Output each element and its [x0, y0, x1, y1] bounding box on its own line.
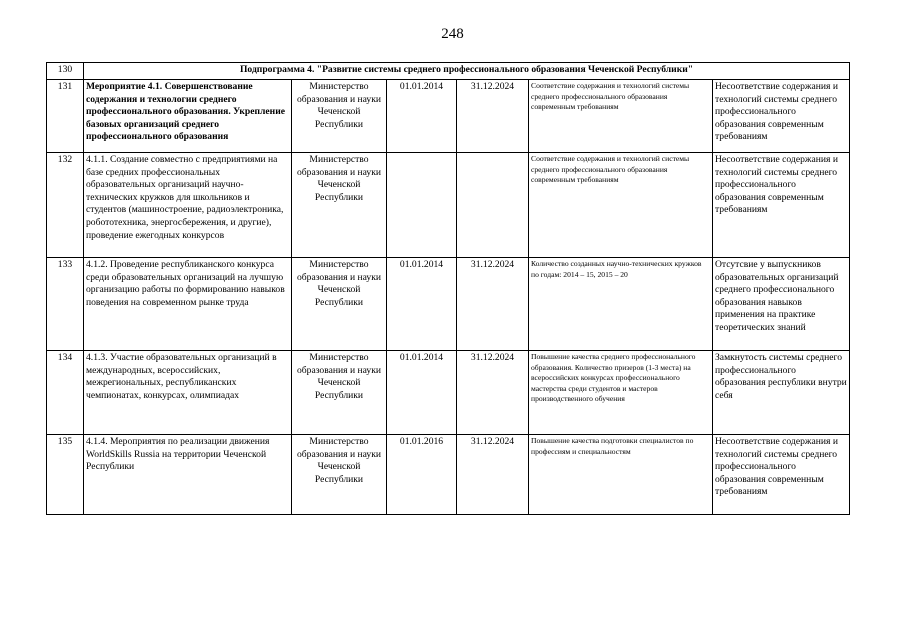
end-date: 31.12.2024	[457, 435, 529, 515]
executor: Министерство образования и науки Чеченской Республики	[292, 80, 387, 153]
measure-name: Мероприятие 4.1. Совершенствование содержания и технологии среднего профессионального образования. Укрепление базовых организаций среднего профессионального образования	[84, 80, 292, 153]
page-number: 248	[441, 26, 464, 42]
start-date: 01.01.2014	[387, 351, 457, 435]
table-row	[47, 153, 850, 258]
row-number: 132	[47, 153, 84, 258]
row-number: 133	[47, 258, 84, 351]
non-implementation-consequence: Несоответствие содержания и технологий системы среднего профессионального образования современным требованиям	[713, 80, 850, 153]
subprogram-title: Подпрограмма 4. "Развитие системы среднего профессионального образования Чеченской Республики"	[84, 63, 850, 80]
measure-name: 4.1.2. Проведение республиканского конкурса среди образовательных организаций на лучшую организацию работы по формированию навыков поведения на современном рынке труда	[84, 258, 292, 351]
executor: Министерство образования и науки Чеченской Республики	[292, 153, 387, 258]
row-number: 135	[47, 435, 84, 515]
row-number: 134	[47, 351, 84, 435]
end-date: 31.12.2024	[457, 80, 529, 153]
program-table	[46, 62, 850, 515]
expected-result: Соответствие содержания и технологий системы среднего профессионального образования современным требованиям	[529, 153, 713, 258]
executor: Министерство образования и науки Чеченской Республики	[292, 258, 387, 351]
table-row	[47, 258, 850, 351]
start-date: 01.01.2014	[387, 258, 457, 351]
non-implementation-consequence: Несоответствие содержания и технологий системы среднего профессионального образования современным требованиям	[713, 435, 850, 515]
row-number: 131	[47, 80, 84, 153]
end-date: 31.12.2024	[457, 351, 529, 435]
executor: Министерство образования и науки Чеченской Республики	[292, 435, 387, 515]
table-row	[47, 351, 850, 435]
measure-name: 4.1.1. Создание совместно с предприятиями на базе средних профессиональных образовательных организаций научно-технических кружков для школьников и студентов (машиностроение, радиоэлектроника, робототехника, энергосбережения, и другие), проведение ежегодных конкурсов	[84, 153, 292, 258]
table-row	[47, 80, 850, 153]
expected-result: Соответствие содержания и технологий системы среднего профессионального образования современным требованиям	[529, 80, 713, 153]
expected-result: Количество созданных научно-технических кружков по годам: 2014 – 15, 2015 – 20	[529, 258, 713, 351]
end-date: 31.12.2024	[457, 258, 529, 351]
start-date: 01.01.2016	[387, 435, 457, 515]
row-number: 130	[47, 63, 84, 80]
measure-name: 4.1.3. Участие образовательных организаций в международных, всероссийских, межрегиональных, республиканских чемпионатах, конкурсах, олимпиадах	[84, 351, 292, 435]
non-implementation-consequence: Замкнутость системы среднего профессионального образования республики внутри себя	[713, 351, 850, 435]
start-date: 01.01.2014	[387, 80, 457, 153]
executor: Министерство образования и науки Чеченской Республики	[292, 351, 387, 435]
expected-result: Повышение качества подготовки специалистов по профессиям и специальностям	[529, 435, 713, 515]
non-implementation-consequence: Отсутсвие у выпускников образовательных организаций среднего профессионального образования навыков применения на практике теоретических знаний	[713, 258, 850, 351]
end-date	[457, 153, 529, 258]
expected-result: Повышение качества среднего профессионального образования. Количество призеров (1-3 места) на всероссийских конкурсах профессионального мастерства среди студентов и мастеров производственного обучения	[529, 351, 713, 435]
measure-name: 4.1.4. Мероприятия по реализации движения WorldSkills Russia на территории Чеченской Республики	[84, 435, 292, 515]
table-row	[47, 435, 850, 515]
start-date	[387, 153, 457, 258]
subprogram-row	[47, 63, 850, 80]
non-implementation-consequence: Несоответствие содержания и технологий системы среднего профессионального образования современным требованиям	[713, 153, 850, 258]
